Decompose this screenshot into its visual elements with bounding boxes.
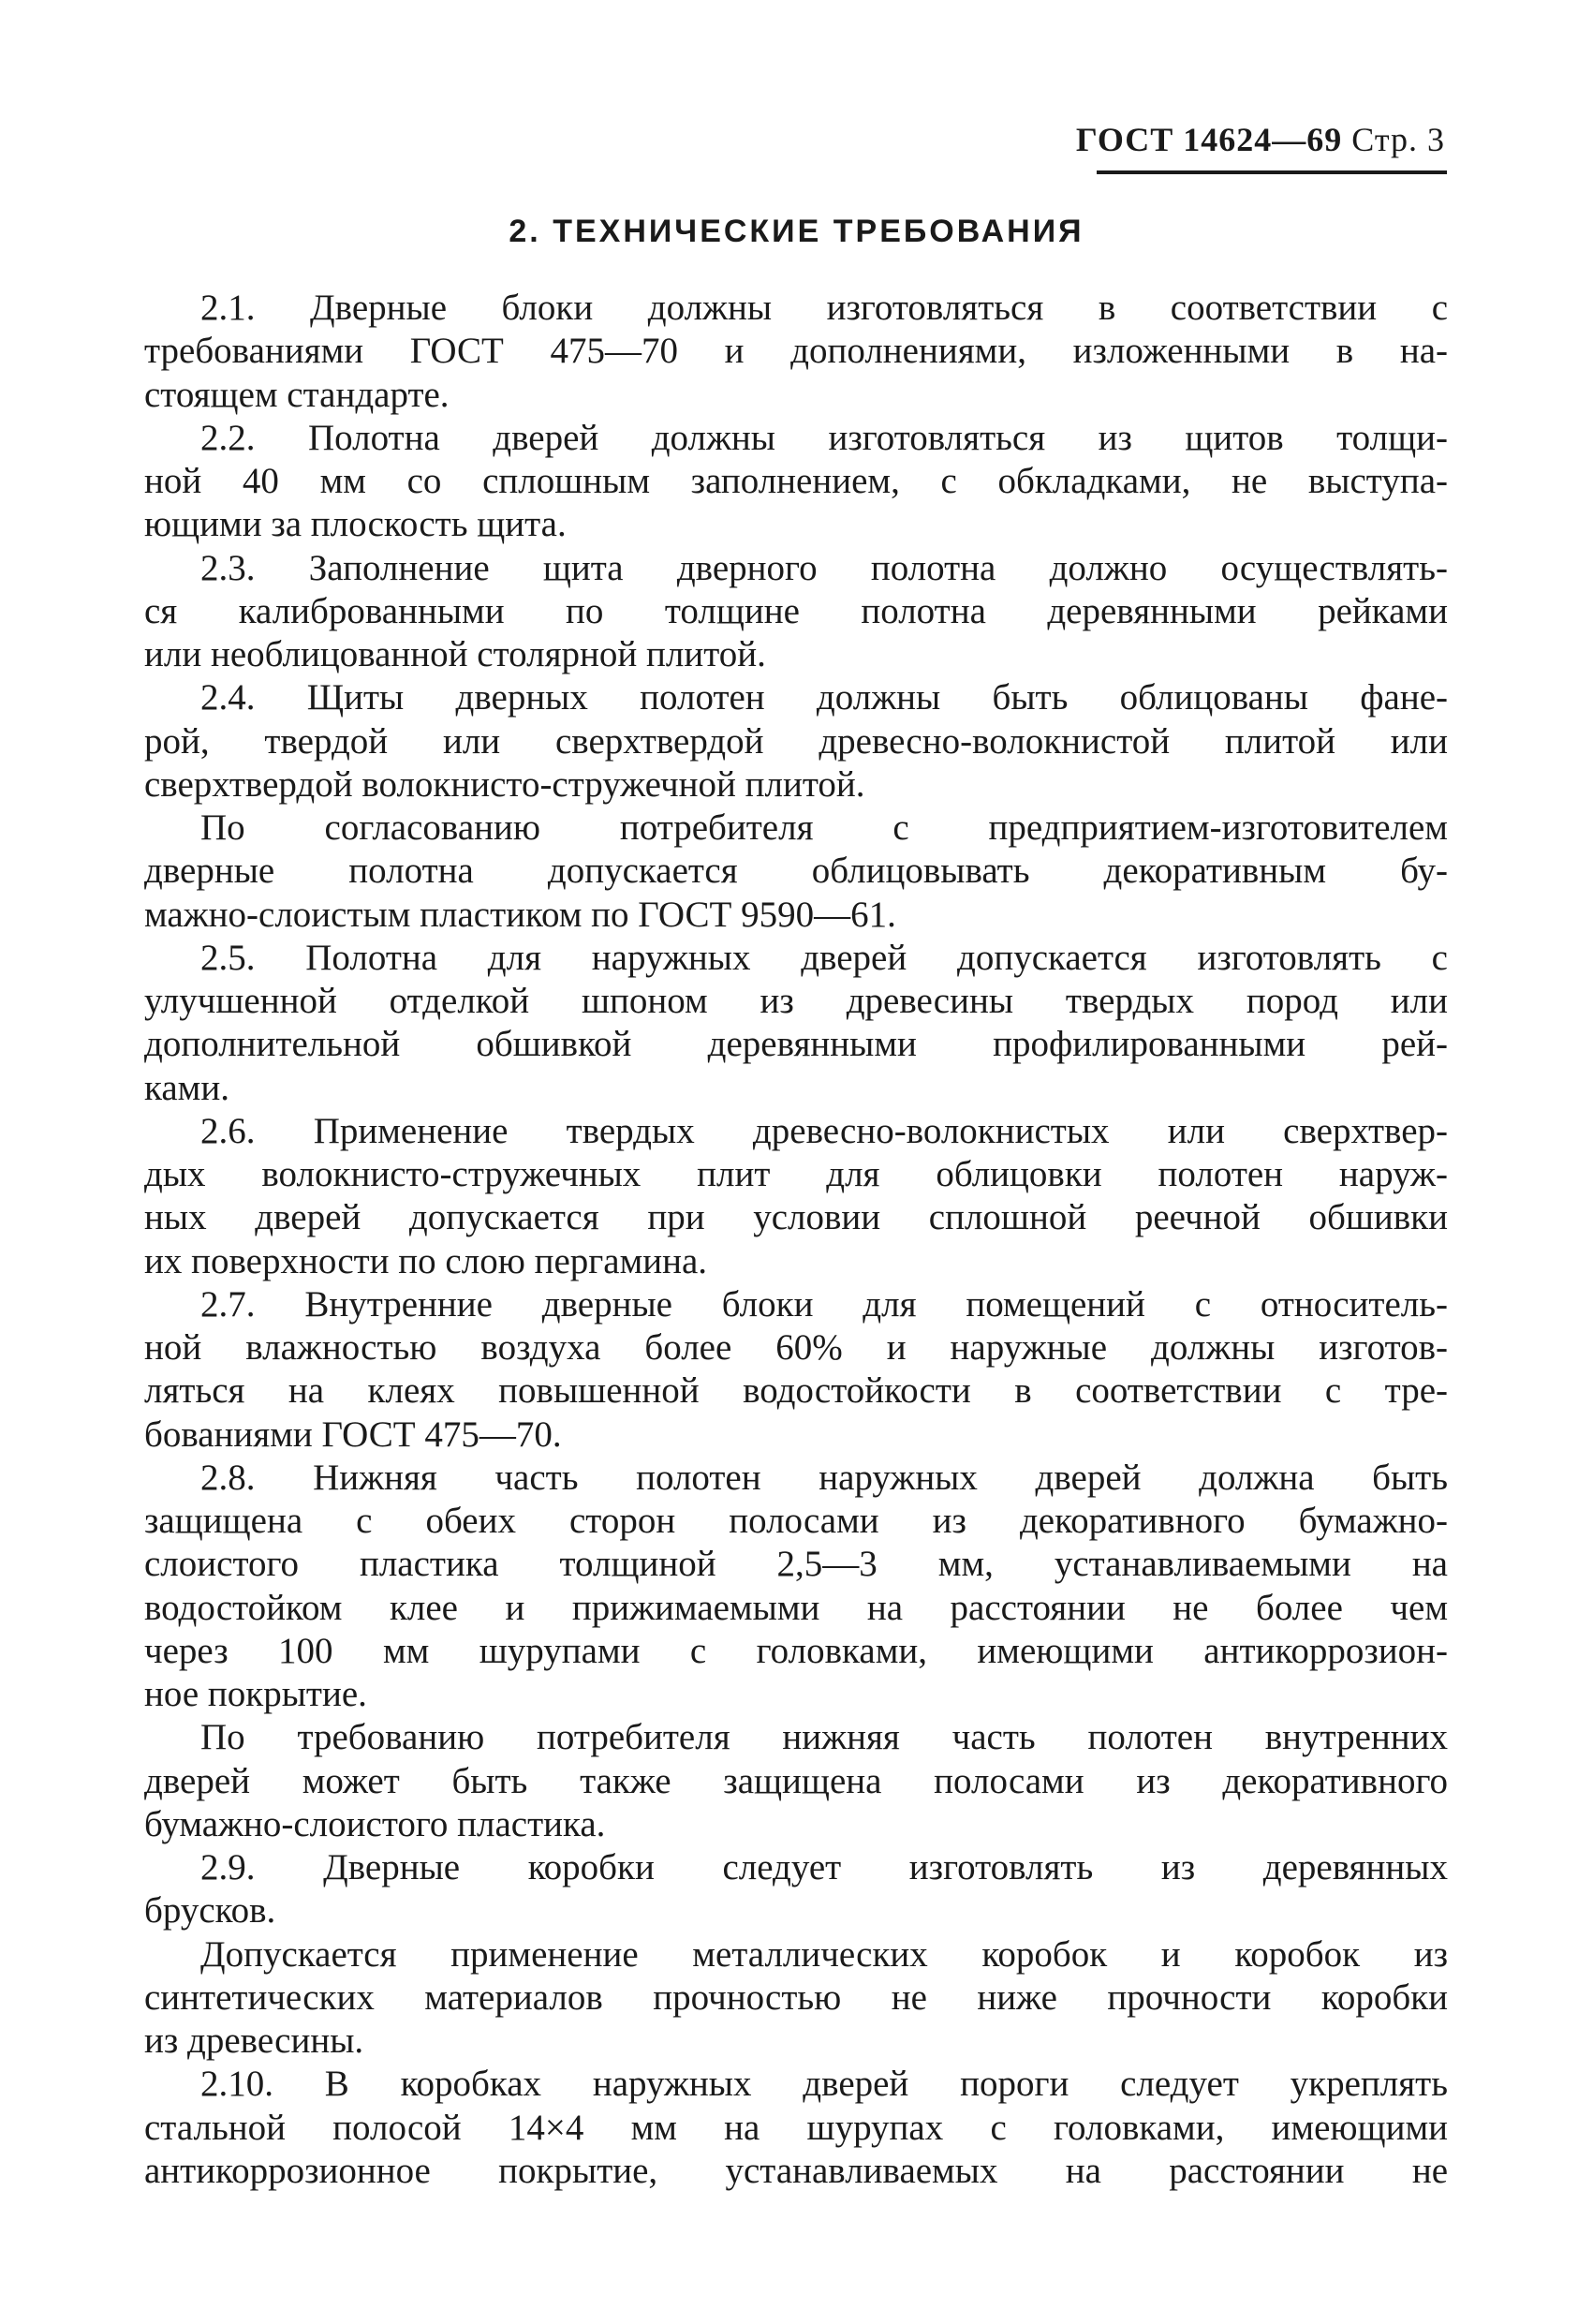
body-text	[144, 287, 1448, 2193]
text-line: бованиями ГОСТ 475—70.	[144, 1414, 562, 1455]
text-line: дополнительной обшивкой деревянными профилированными рей-	[144, 1024, 1448, 1065]
text-line: дверные полотна допускается облицовывать декоративным бу-	[144, 851, 1448, 892]
text-line: 2.10. В коробках наружных дверей пороги следует укреплять	[200, 2064, 1448, 2105]
text-line: антикоррозионное покрытие, устанавливаемых на расстоянии не	[144, 2150, 1448, 2191]
text-line: через 100 мм шурупами с головками, имеющими антикоррозион-	[144, 1630, 1448, 1671]
text-line: синтетических материалов прочностью не ниже прочности коробки	[144, 1976, 1448, 2018]
section-title: 2. ТЕХНИЧЕСКИЕ ТРЕБОВАНИЯ	[509, 214, 1084, 249]
text-line: Допускается применение металлических коробок и коробок из	[200, 1933, 1448, 1975]
text-line: из древесины.	[144, 2021, 364, 2061]
text-line: дверей может быть также защищена полосами из декоративного	[144, 1760, 1448, 1801]
text-line: брусков.	[144, 1890, 276, 1932]
page-number: Стр. 3	[1351, 121, 1445, 158]
text-line: ляться на клеях повышенной водостойкости в соответствии с тре-	[144, 1370, 1448, 1412]
page-header	[1076, 120, 1445, 159]
text-line: стальной полосой 14×4 мм на шурупах с головками, имеющими	[144, 2107, 1448, 2148]
text-line: 2.1. Дверные блоки должны изготовляться в соответствии с	[200, 288, 1448, 328]
text-line: ками.	[144, 1067, 229, 1108]
text-line: стоящем стандарте.	[144, 374, 450, 415]
text-line: ной влажностью воздуха более 60% и наружные должны изготов-	[144, 1327, 1448, 1368]
text-line: 2.5. Полотна для наружных дверей допускается изготовлять с	[200, 937, 1448, 978]
text-line: или необлицованной столярной плитой.	[144, 634, 766, 674]
text-line: ся калиброванными по толщине полотна деревянными рейками	[144, 590, 1448, 631]
text-line: 2.4. Щиты дверных полотен должны быть облицованы фане-	[200, 677, 1448, 718]
text-line: дых волокнисто-стружечных плит для облицовки полотен наруж-	[144, 1154, 1448, 1194]
text-line: 2.2. Полотна дверей должны изготовляться из щитов толщи-	[200, 417, 1448, 458]
text-line: требованиями ГОСТ 475—70 и дополнениями, изложенными в на-	[144, 331, 1448, 372]
text-line: 2.3. Заполнение щита дверного полотна должно осуществлять-	[200, 547, 1448, 588]
text-line: 2.6. Применение твердых древесно-волокнистых или сверхтвер-	[200, 1110, 1448, 1151]
header-rule	[1097, 170, 1447, 174]
text-line: По требованию потребителя нижняя часть полотен внутренних	[200, 1717, 1448, 1758]
text-line: 2.9. Дверные коробки следует изготовлять из деревянных	[200, 1847, 1448, 1887]
text-line: По согласованию потребителя с предприятием-изготовителем	[200, 807, 1448, 848]
text-line: сверхтвердой волокнисто-стружечной плитой.	[144, 763, 865, 805]
text-line: ных дверей допускается при условии сплошной реечной обшивки	[144, 1197, 1448, 1238]
text-line: ной 40 мм со сплошным заполнением, с обкладками, не выступа-	[144, 461, 1448, 501]
text-line: улучшенной отделкой шпоном из древесины твердых пород или	[144, 981, 1448, 1021]
text-line: слоистого пластика толщиной 2,5—3 мм, устанавливаемыми на	[144, 1544, 1448, 1585]
text-line: ное покрытие.	[144, 1674, 367, 1714]
text-line: 2.7. Внутренние дверные блоки для помещений с относитель-	[200, 1283, 1448, 1325]
text-line: их поверхности по слою пергамина.	[144, 1240, 708, 1281]
text-line: рой, твердой или сверхтвердой древесно-волокнистой плитой или	[144, 720, 1448, 762]
document-id: ГОСТ 14624—69	[1075, 121, 1343, 158]
text-line: ющими за плоскость щита.	[144, 504, 567, 545]
text-line: водостойком клее и прижимаемыми на расстоянии не более чем	[144, 1587, 1448, 1628]
text-line: бумажно-слоистого пластика.	[144, 1803, 606, 1844]
text-line: мажно-слоистым пластиком по ГОСТ 9590—61.	[144, 894, 896, 935]
text-line: 2.8. Нижняя часть полотен наружных дверей должна быть	[200, 1457, 1448, 1498]
text-line: защищена с обеих сторон полосами из декоративного бумажно-	[144, 1501, 1448, 1541]
